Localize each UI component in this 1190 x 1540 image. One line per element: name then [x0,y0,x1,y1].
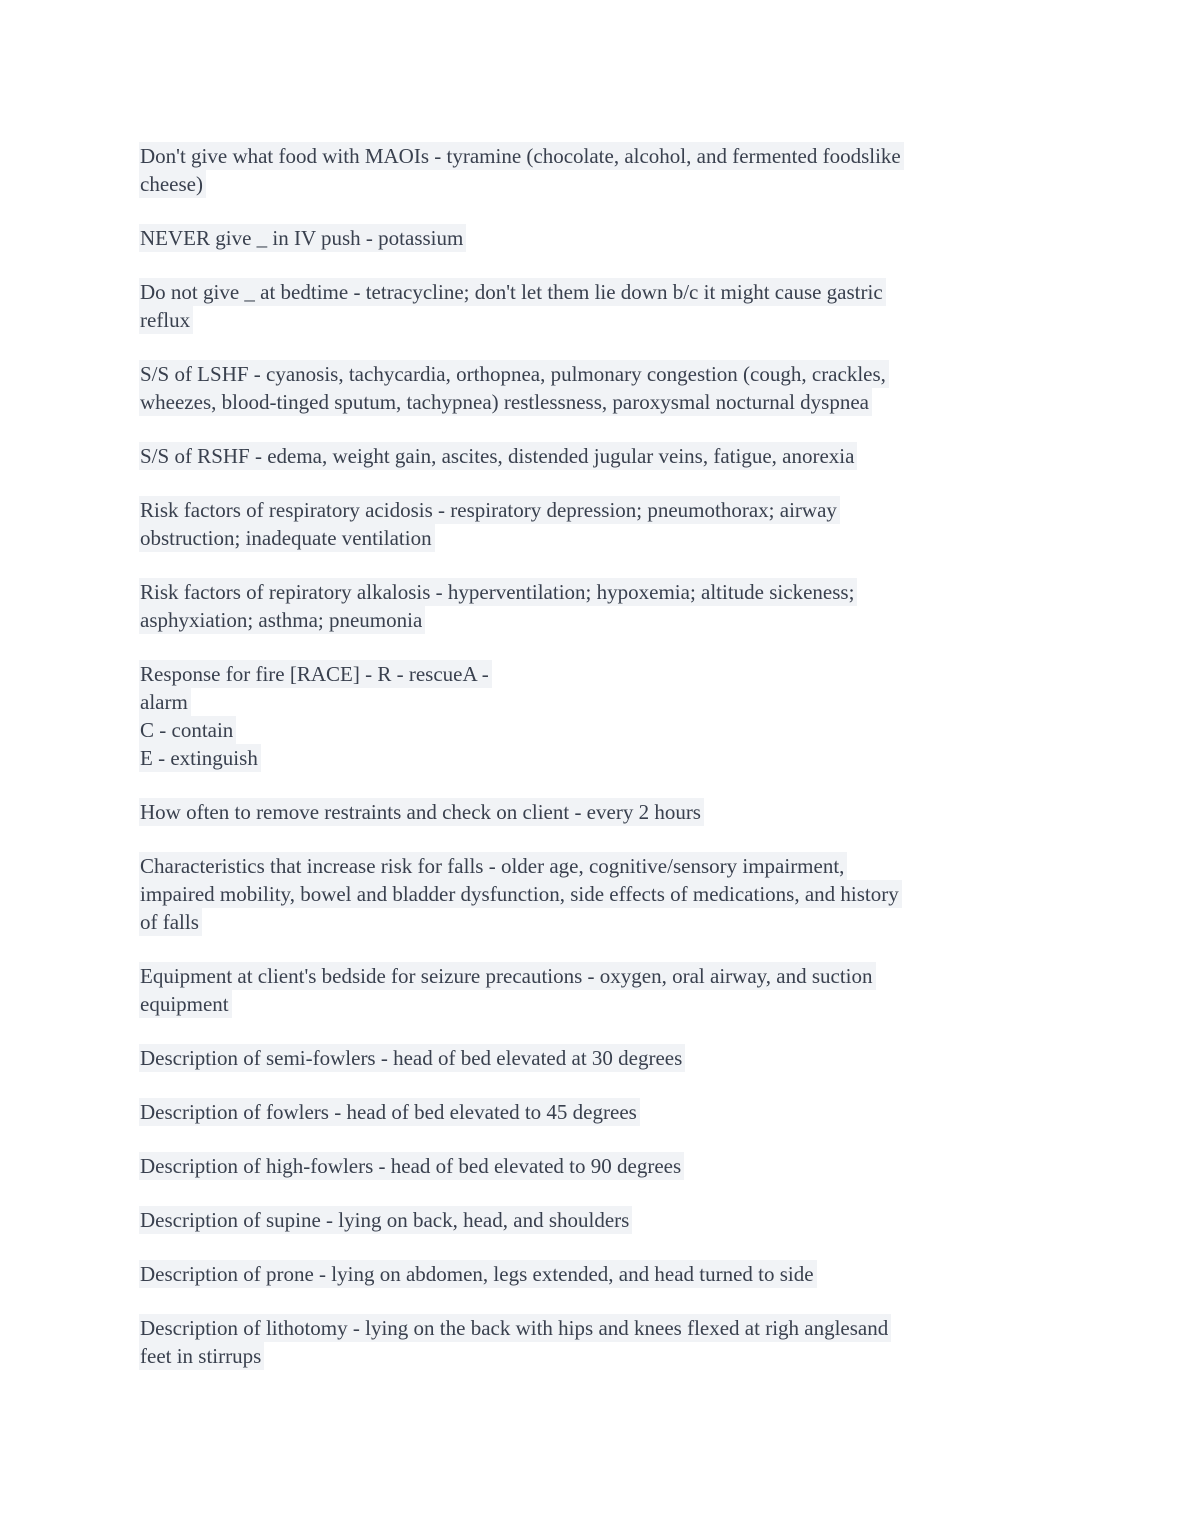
highlighted-line: cheese) [139,170,206,198]
paragraph [140,442,1060,470]
paragraph [140,496,1060,552]
document-body [140,142,1060,1370]
highlighted-line: Don't give what food with MAOIs - tyramine (chocolate, alcohol, and fermented foodslike [139,142,904,170]
paragraph [140,962,1060,1018]
highlighted-line: reflux [139,306,193,334]
paragraph [140,278,1060,334]
highlighted-line: C - contain [139,716,236,744]
paragraph [140,360,1060,416]
highlighted-line: alarm [139,688,191,716]
paragraph [140,224,1060,252]
paragraph [140,660,1060,772]
highlighted-line: Description of high-fowlers - head of bed elevated to 90 degrees [139,1152,684,1180]
highlighted-line: feet in stirrups [139,1342,264,1370]
paragraph [140,1314,1060,1370]
highlighted-line: Characteristics that increase risk for falls - older age, cognitive/sensory impairment, [139,852,847,880]
highlighted-line: Risk factors of respiratory acidosis - respiratory depression; pneumothorax; airway [139,496,840,524]
highlighted-line: obstruction; inadequate ventilation [139,524,435,552]
highlighted-line: Description of semi-fowlers - head of bed elevated at 30 degrees [139,1044,685,1072]
highlighted-line: NEVER give _ in IV push - potassium [139,224,466,252]
highlighted-line: Response for fire [RACE] - R - rescueA - [139,660,492,688]
highlighted-line: impaired mobility, bowel and bladder dysfunction, side effects of medications, and history [139,880,902,908]
paragraph [140,1206,1060,1234]
paragraph [140,1260,1060,1288]
paragraph [140,1044,1060,1072]
highlighted-line: Description of prone - lying on abdomen, legs extended, and head turned to side [139,1260,817,1288]
paragraph [140,578,1060,634]
highlighted-line: S/S of RSHF - edema, weight gain, ascites, distended jugular veins, fatigue, anorexia [139,442,857,470]
paragraph [140,852,1060,936]
paragraph [140,1152,1060,1180]
highlighted-line: Equipment at client's bedside for seizure precautions - oxygen, oral airway, and suction [139,962,876,990]
highlighted-line: E - extinguish [139,744,261,772]
highlighted-line: Do not give _ at bedtime - tetracycline; don't let them lie down b/c it might cause gastric [139,278,886,306]
highlighted-line: of falls [139,908,202,936]
highlighted-line: wheezes, blood-tinged sputum, tachypnea) restlessness, paroxysmal nocturnal dyspnea [139,388,872,416]
paragraph [140,142,1060,198]
highlighted-line: asphyxiation; asthma; pneumonia [139,606,425,634]
highlighted-line: Description of fowlers - head of bed elevated to 45 degrees [139,1098,640,1126]
highlighted-line: Risk factors of repiratory alkalosis - hyperventilation; hypoxemia; altitude sickeness; [139,578,857,606]
highlighted-line: Description of lithotomy - lying on the back with hips and knees flexed at righ anglesand [139,1314,891,1342]
paragraph [140,798,1060,826]
highlighted-line: equipment [139,990,232,1018]
paragraph [140,1098,1060,1126]
highlighted-line: Description of supine - lying on back, head, and shoulders [139,1206,632,1234]
highlighted-line: S/S of LSHF - cyanosis, tachycardia, orthopnea, pulmonary congestion (cough, crackles, [139,360,889,388]
highlighted-line: How often to remove restraints and check on client - every 2 hours [139,798,704,826]
